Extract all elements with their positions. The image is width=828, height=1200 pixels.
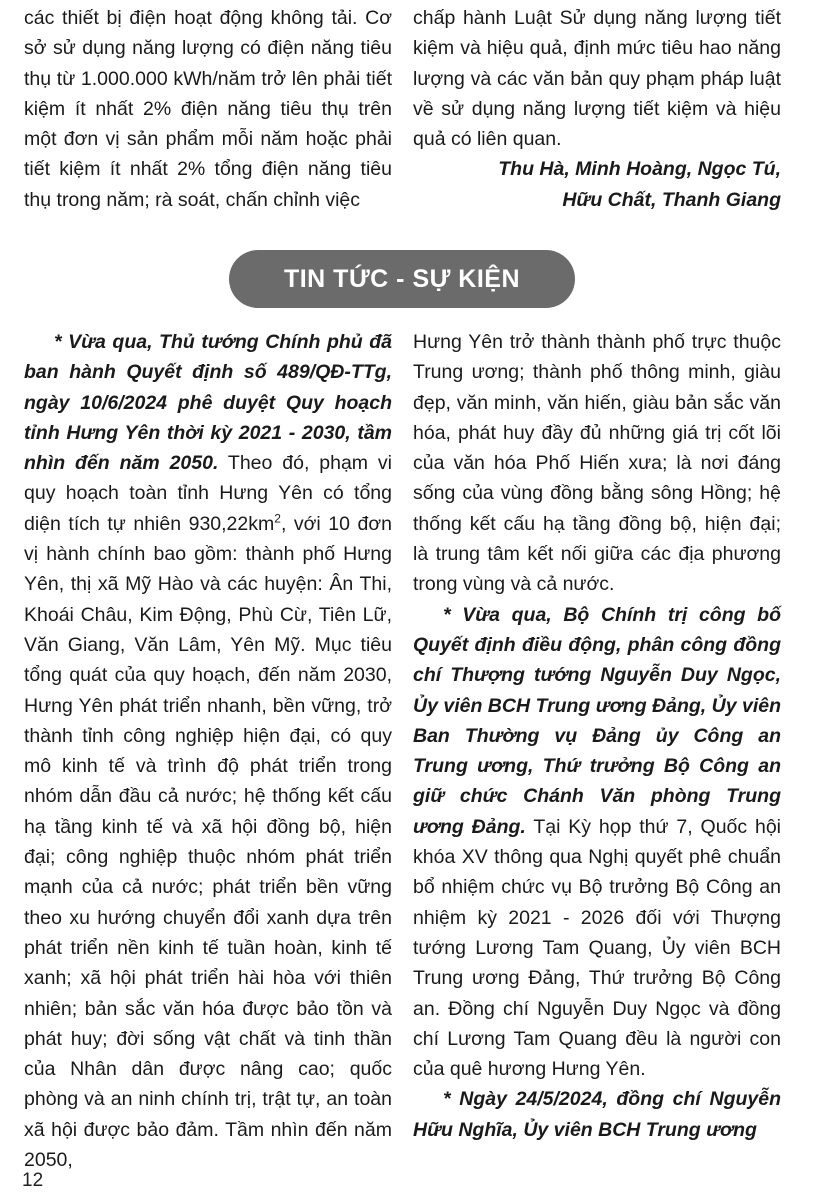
signature-line-2: Hữu Chất, Thanh Giang <box>562 188 781 211</box>
top-left-column <box>24 3 392 215</box>
news-item-3-heading: * Ngày 24/5/2024, đồng chí Nguyễn Hữu Nghĩa, Ủy viên BCH Trung ương <box>413 1088 781 1141</box>
news-left-column <box>24 327 392 1175</box>
news-item-1-heading: * Vừa qua, Thủ tướng Chính phủ đã ban hành Quyết định số 489/QĐ-TTg, ngày 10/6/2024 phê duyệt Quy hoạch tỉnh Hưng Yên thời kỳ 2021 - 2030, tầm nhìn đến năm 2050. <box>24 331 392 475</box>
news-item-1-continued: Hưng Yên trở thành thành phố trực thuộc Trung ương; thành phố thông minh, giàu đẹp, văn minh, văn hiến, giàu bản sắc văn hóa, phát huy đầy đủ những giá trị cốt lõi của văn hóa Phố Hiến xưa; là nơi đáng sống của vùng đồng bằng sông Hồng; hệ thống kết cấu hạ tầng đồng bộ, hiện đại; là trung tâm kết nối giữa các địa phương trong vùng và cả nước. <box>413 331 781 596</box>
top-right-paragraph: chấp hành Luật Sử dụng năng lượng tiết kiệm và hiệu quả, định mức tiêu hao năng lượng và các văn bản quy phạm pháp luật về sử dụng năng lượng tiết kiệm và hiệu quả có liên quan. <box>413 7 781 151</box>
top-right-column <box>413 3 781 215</box>
news-right-column <box>413 327 781 1145</box>
top-left-paragraph: các thiết bị điện hoạt động không tải. Cơ sở sử dụng năng lượng có điện năng tiêu thụ từ 1.000.000 kWh/năm trở lên phải tiết kiệm ít nhất 2% điện năng tiêu thụ trên một đơn vị sản phẩm mỗi năm hoặc phải tiết kiệm ít nhất 2% tổng điện năng tiêu thụ trong năm; rà soát, chấn chỉnh việc <box>24 7 392 211</box>
news-item-2 <box>413 600 781 1085</box>
news-item-1-body-a: Theo đó, phạm vi quy hoạch toàn tỉnh Hưng Yên có tổng diện tích tự nhiên 930,22km <box>24 452 393 535</box>
news-item-3 <box>413 1084 781 1145</box>
section-title: TIN TỨC - SỰ KIỆN <box>283 264 521 293</box>
news-item-2-body: Tại Kỳ họp thứ 7, Quốc hội khóa XV thông qua Nghị quyết phê chuẩn bổ nhiệm chức vụ Bộ trưởng Bộ Công an nhiệm kỳ 2021 - 2026 đối với Thượng tướng Lương Tam Quang, Ủy viên BCH Trung ương Đảng, Thứ trưởng Bộ Công an. Đồng chí Nguyễn Duy Ngọc và đồng chí Lương Tam Quang đều là người con của quê hương Hưng Yên. <box>413 815 782 1081</box>
superscript: 2 <box>274 511 281 526</box>
news-item-2-heading: * Vừa qua, Bộ Chính trị công bố Quyết định điều động, phân công đồng chí Thượng tướng Nguyễn Duy Ngọc, Ủy viên BCH Trung ương Đảng, Ủy viên Ban Thường vụ Đảng ủy Công an Trung ương, Thứ trưởng Bộ Công an giữ chức Chánh Văn phòng Trung ương Đảng. <box>413 603 781 838</box>
section-title-banner <box>229 250 575 308</box>
news-item-1-body-b: , với 10 đơn vị hành chính bao gồm: thành phố Hưng Yên, thị xã Mỹ Hào và các huyện: Ân Thi, Khoái Châu, Kim Động, Phù Cừ, Tiên Lữ, Văn Giang, Văn Lâm, Yên Mỹ. Mục tiêu tổng quát của quy hoạch, đến năm 2030, Hưng Yên phát triển nhanh, bền vững, trở thành tỉnh công nghiệp hiện đại, có quy mô kinh tế và trình độ phát triển trong nhóm dẫn đầu cả nước; hệ thống kết cấu hạ tầng kinh tế và xã hội đồng bộ, hiện đại; công nghiệp thuộc nhóm phát triển mạnh của cả nước; phát triển bền vững theo xu hướng chuyển đổi xanh dựa trên phát triển nền kinh tế tuần hoàn, kinh tế xanh; xã hội phát triển hài hòa với thiên nhiên; bản sắc văn hóa được bảo tồn và phát huy; đời sống vật chất và tinh thần của Nhân dân được nâng cao; quốc phòng và an ninh chính trị, trật tự, an toàn xã hội được bảo đảm. Tầm nhìn đến năm 2050, <box>24 512 392 1172</box>
page-number: 12 <box>22 1170 44 1191</box>
signature-line-1: Thu Hà, Minh Hoàng, Ngọc Tú, <box>498 158 781 181</box>
news-item-1 <box>24 327 392 1175</box>
